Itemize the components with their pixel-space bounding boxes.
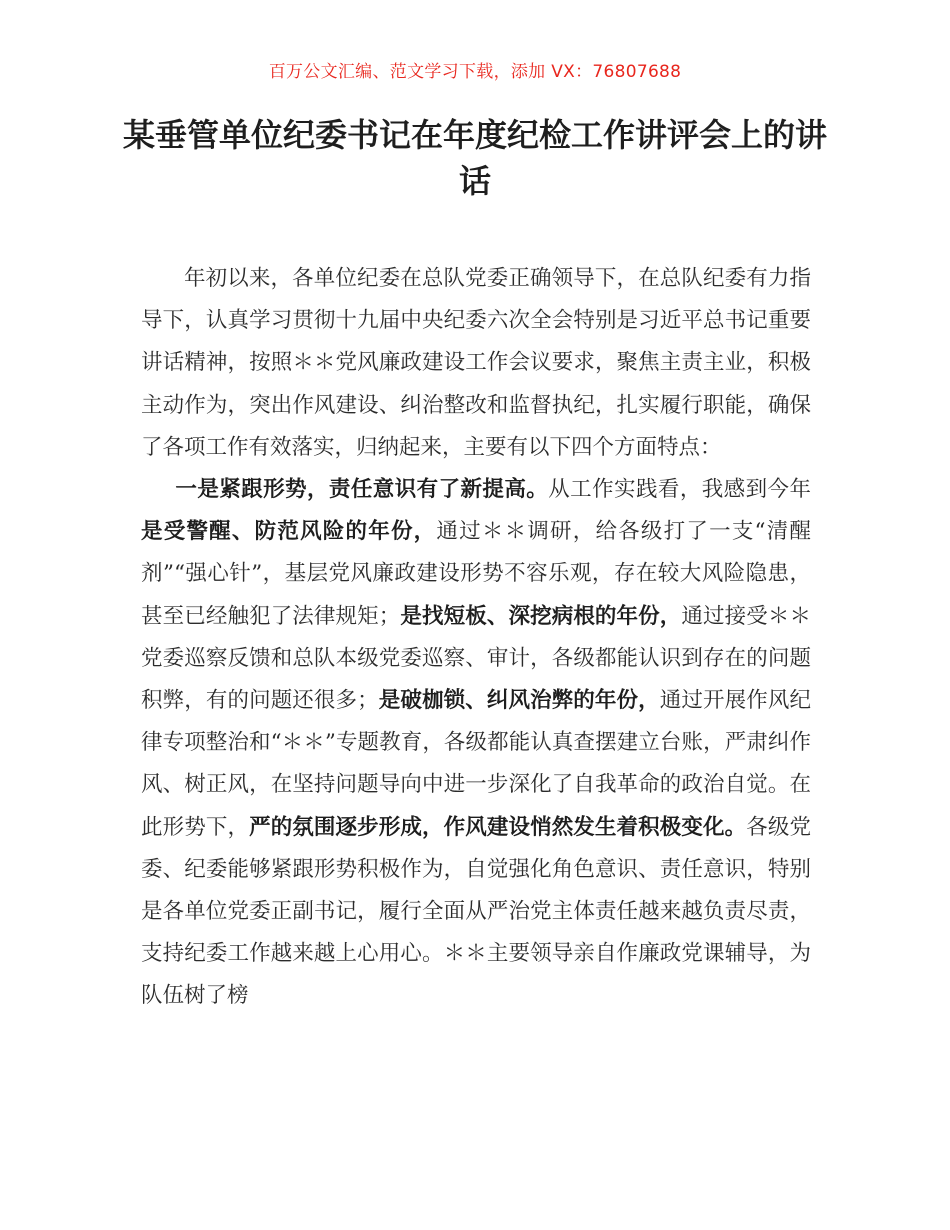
bold-phrase: 是受警醒、防范风险的年份， (141, 519, 437, 545)
paragraph-intro: 年初以来，各单位纪委在总队党委正确领导下，在总队纪委有力指导下，认真学习贯彻十九届中央纪委六次全会特别是习近平总书记重要讲话精神，按照＊＊党风廉政建设工作会议要求，聚焦主责主业，积极主动作为，突出作风建设、纠治整改和监督执纪，扎实履行职能，确保了各项工作有效落实，归纳起来，主要有以下四个方面特点： (141, 266, 811, 460)
text-run: 通过接受＊＊党委巡察反馈和总队本级党委巡察、审计，各级都能认识到存在的问题积弊，有的问题还很多； (141, 603, 811, 714)
text-run: 通过＊＊调研，给各级打了一支“清醒剂”“强心针”，基层党风廉政建设形势不容乐观，存在较大风险隐患，甚至已经触犯了法律规矩； (141, 519, 811, 629)
bold-heading-point-one: 一是紧跟形势，责任意识有了新提高。 (175, 477, 549, 503)
bold-phrase: 是破枷锁、纠风治弊的年份， (378, 688, 660, 714)
bold-phrase: 严的氛围逐步形成，作风建设悄然发生着积极变化。 (249, 814, 747, 840)
paragraph-point-one (141, 469, 811, 1018)
text-run: 通过开展作风纪律专项整治和“＊＊”专题教育，各级都能认真查摆建立台账，严肃纠作风、树正风，在坚持问题导向中进一步深化了自我革命的政治自觉。在此形势下， (141, 688, 811, 840)
text-run: 各级党委、纪委能够紧跟形势积极作为，自觉强化角色意识、责任意识，特别是各单位党委正副书记，履行全面从严治党主体责任越来越负责尽责，支持纪委工作越来越上心用心。＊＊主要领导亲自作廉政党课辅导，为队伍树了榜 (141, 814, 811, 1009)
document-title: 某垂管单位纪委书记在年度纪检工作讲评会上的讲话 (122, 116, 827, 200)
watermark-header: 百万公文汇编、范文学习下载，添加 VX：76807688 (268, 62, 682, 82)
document-body (141, 258, 811, 1018)
bold-phrase: 是找短板、深挖病根的年份， (400, 603, 682, 629)
text-run: 从工作实践看，我感到今年 (548, 477, 811, 503)
